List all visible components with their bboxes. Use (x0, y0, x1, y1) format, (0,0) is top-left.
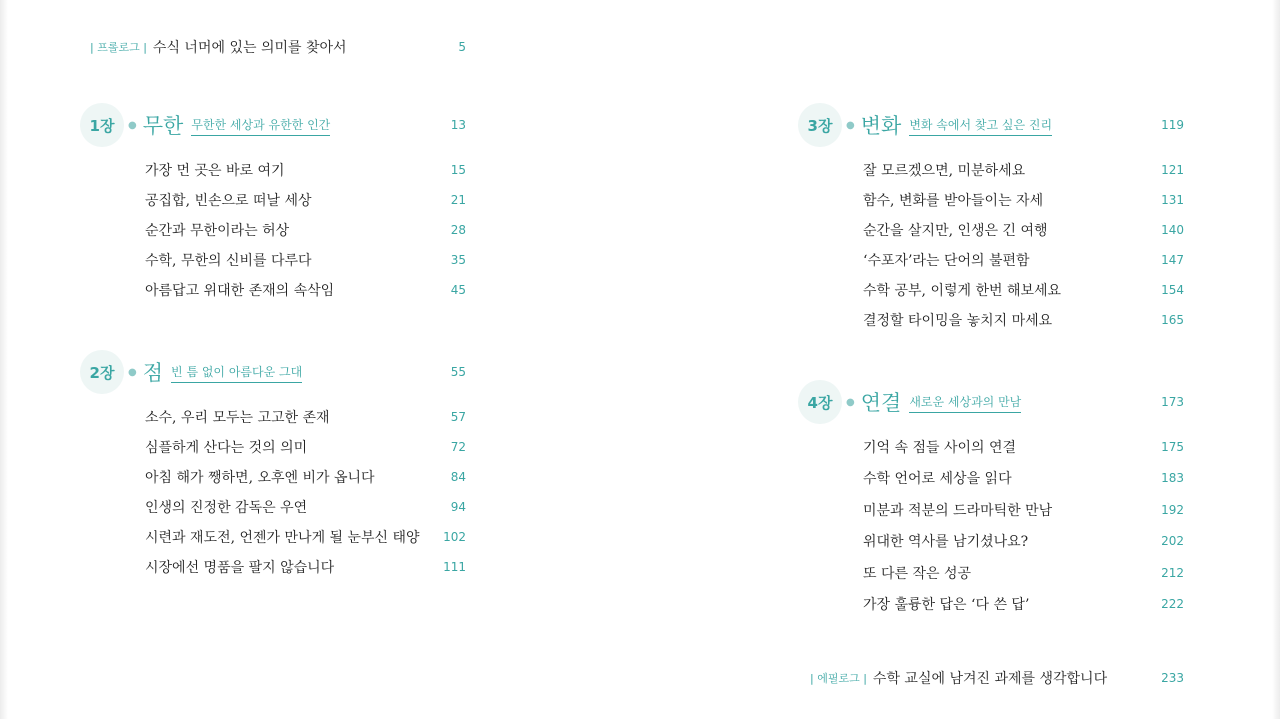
entry-page: 72 (450, 440, 466, 454)
entry-title: 함수, 변화를 받아들이는 자세 (863, 193, 1044, 209)
entry-title: 아침 해가 쨍하면, 오후엔 비가 옵니다 (145, 470, 375, 486)
dot-icon: ● (128, 366, 137, 378)
chapter-4-subtitle: 새로운 세상과의 만남 (909, 393, 1021, 413)
epilogue-page: 233 (1161, 671, 1184, 685)
toc-entry[interactable] (863, 557, 1188, 589)
entry-title: 소수, 우리 모두는 고고한 존재 (145, 410, 330, 426)
chapter-4-title: 연결 (860, 391, 902, 415)
entry-title: 순간과 무한이라는 허상 (145, 223, 290, 239)
toc-entry[interactable] (145, 215, 470, 245)
toc-entry[interactable] (863, 526, 1188, 558)
entry-page: 140 (1161, 223, 1184, 237)
toc-entry[interactable] (863, 494, 1188, 526)
entry-page: 94 (450, 500, 466, 514)
toc-entry[interactable] (863, 155, 1188, 185)
entry-page: 147 (1161, 253, 1184, 267)
entry-title: 공집합, 빈손으로 떠날 세상 (145, 193, 312, 209)
entry-page: 35 (450, 253, 466, 267)
entry-page: 102 (443, 530, 466, 544)
toc-entry[interactable] (145, 245, 470, 275)
toc-entry[interactable] (145, 522, 470, 552)
toc-entry[interactable] (863, 589, 1188, 621)
entry-page: 21 (450, 193, 466, 207)
epilogue-title: 수학 교실에 남겨진 과제를 생각합니다 (872, 671, 1108, 687)
toc-entry[interactable] (145, 552, 470, 582)
entry-title: 잘 모르겠으면, 미분하세요 (863, 163, 1026, 179)
entry-title: 아름답고 위대한 존재의 속삭임 (145, 283, 335, 299)
toc-entry[interactable] (863, 463, 1188, 495)
entry-title: 위대한 역사를 남기셨나요? (863, 534, 1029, 551)
chapter-2-title: 점 (142, 361, 164, 385)
entry-title: 또 다른 작은 성공 (863, 565, 972, 582)
prologue-title: 수식 너머에 있는 의미를 찾아서 (152, 40, 347, 56)
dot-icon: ● (128, 119, 137, 131)
chapter-3-page: 119 (1161, 118, 1184, 132)
entry-title: 가장 먼 곳은 바로 여기 (145, 163, 285, 179)
entry-title: 수학 언어로 세상을 읽다 (863, 471, 1012, 488)
toc-entry[interactable] (863, 431, 1188, 463)
entry-title: 가장 훌륭한 답은 ‘다 쓴 답’ (863, 597, 1030, 614)
toc-entry[interactable] (863, 215, 1188, 245)
entry-page: 212 (1161, 565, 1184, 580)
toc-entry[interactable] (863, 305, 1188, 335)
page-edge-right (1272, 0, 1280, 719)
chapter-3-badge: 3장 (798, 103, 842, 147)
chapter-3-heading[interactable] (798, 102, 1188, 148)
epilogue-entry[interactable] (810, 666, 1188, 690)
toc-entry[interactable] (863, 185, 1188, 215)
toc-entry[interactable] (145, 462, 470, 492)
chapter-1-subtitle: 무한한 세상과 유한한 인간 (191, 116, 330, 136)
chapter-3-title: 변화 (860, 114, 902, 138)
entry-title: 심플하게 산다는 것의 의미 (145, 440, 308, 456)
chapter-3-entries (863, 155, 1188, 335)
toc-entry[interactable] (145, 185, 470, 215)
entry-page: 192 (1161, 502, 1184, 517)
entry-page: 15 (450, 163, 466, 177)
chapter-1-badge: 1장 (80, 103, 124, 147)
prologue-page: 5 (458, 40, 466, 54)
entry-page: 84 (450, 470, 466, 484)
entry-page: 57 (450, 410, 466, 424)
entry-page: 121 (1161, 163, 1184, 177)
prologue-entry[interactable] (90, 35, 470, 59)
chapter-3-subtitle: 변화 속에서 찾고 싶은 진리 (909, 116, 1052, 136)
entry-page: 28 (450, 223, 466, 237)
chapter-1-title: 무한 (142, 114, 184, 138)
dot-icon: ● (846, 119, 855, 131)
chapter-4-badge: 4장 (798, 380, 842, 424)
toc-entry[interactable] (145, 492, 470, 522)
toc-entry[interactable] (863, 245, 1188, 275)
entry-page: 183 (1161, 471, 1184, 486)
entry-page: 165 (1161, 313, 1184, 327)
toc-entry[interactable] (145, 432, 470, 462)
entry-page: 154 (1161, 283, 1184, 297)
prologue-tag: | 프롤로그 | (90, 41, 147, 54)
entry-title: 순간을 살지만, 인생은 긴 여행 (863, 223, 1048, 239)
toc-entry[interactable] (145, 275, 470, 305)
dot-icon: ● (846, 396, 855, 408)
toc-entry[interactable] (145, 155, 470, 185)
entry-title: 결정할 타이밍을 놓치지 마세요 (863, 313, 1053, 329)
chapter-4-heading[interactable] (798, 379, 1188, 425)
entry-page: 175 (1161, 439, 1184, 454)
chapter-4-entries (863, 431, 1188, 620)
entry-page: 222 (1161, 597, 1184, 612)
entry-page: 45 (450, 283, 466, 297)
entry-title: 수학, 무한의 신비를 다루다 (145, 253, 312, 269)
entry-title: 시련과 재도전, 언젠가 만나게 될 눈부신 태양 (145, 530, 420, 546)
chapter-1-page: 13 (450, 118, 466, 132)
chapter-1-heading[interactable] (80, 102, 470, 148)
chapter-2-badge: 2장 (80, 350, 124, 394)
entry-page: 111 (443, 560, 466, 574)
entry-title: 기억 속 점들 사이의 연결 (863, 439, 1017, 456)
entry-page: 131 (1161, 193, 1184, 207)
chapter-2-subtitle: 빈 틈 없이 아름다운 그대 (171, 363, 302, 383)
chapter-2-entries (145, 402, 470, 582)
entry-title: ‘수포자’라는 단어의 불편함 (863, 253, 1030, 269)
chapter-1-entries (145, 155, 470, 305)
entry-title: 수학 공부, 이렇게 한번 해보세요 (863, 283, 1062, 299)
toc-entry[interactable] (145, 402, 470, 432)
chapter-2-heading[interactable] (80, 349, 470, 395)
entry-title: 미분과 적분의 드라마틱한 만남 (863, 502, 1053, 519)
page-edge-left (0, 0, 8, 719)
chapter-2-page: 55 (450, 365, 466, 379)
entry-title: 시장에선 명품을 팔지 않습니다 (145, 560, 335, 576)
toc-entry[interactable] (863, 275, 1188, 305)
epilogue-tag: | 에필로그 | (810, 672, 867, 685)
entry-page: 202 (1161, 534, 1184, 549)
entry-title: 인생의 진정한 감독은 우연 (145, 500, 308, 516)
chapter-4-page: 173 (1161, 395, 1184, 409)
